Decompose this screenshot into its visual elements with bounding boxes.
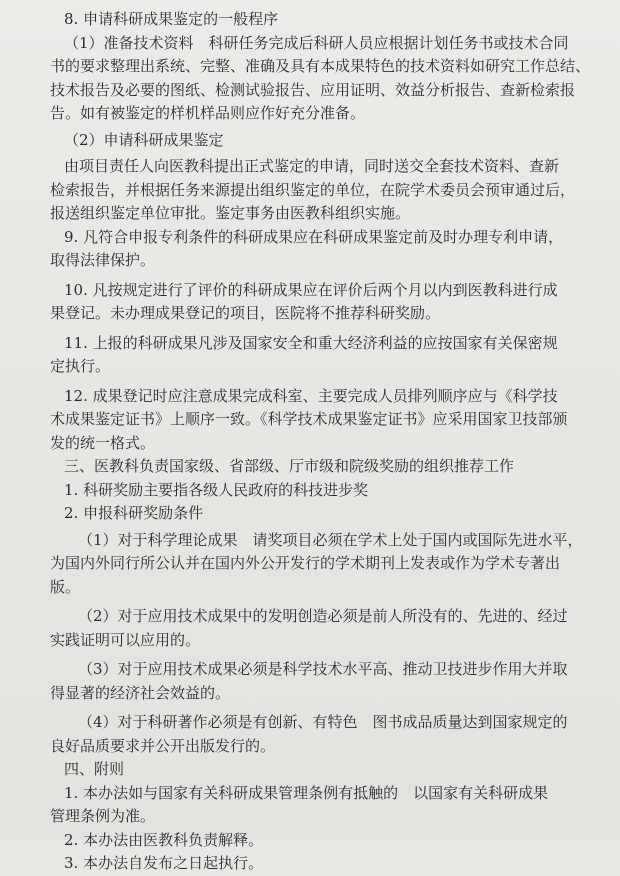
document-line: 由项目责任人向医教科提出正式鉴定的申请，同时送交全套技术资料、查新 — [64, 157, 560, 175]
document-line: 1. 科研奖励主要指各级人民政府的科技进步奖 — [64, 480, 369, 499]
document-line: 告。如有被鉴定的样机样品则应作好充分准备。 — [50, 104, 366, 122]
document-line: 书的要求整理出系统、完整、准确及具有本成果特色的技术资料如研究工作总结、 — [50, 57, 591, 75]
document-body — [50, 8, 590, 876]
document-line: 三、医教科负责国家级、省部级、厅市级和院级奖励的组织推荐工作 — [64, 457, 515, 475]
document-line: 为国内外同行所公认并在国内外公开发行的学术期刊上发表或作为学术专著出 — [50, 554, 561, 572]
document-line: （3）对于应用技术成果必须是科学技术水平高、推动卫技进步作用大并取 — [78, 660, 568, 678]
document-line: 12. 成果登记时应注意成果完成科室、主要完成人员排列顺序应与《科学技 — [64, 386, 558, 405]
document-line: 果登记。未办理成果登记的项目，医院将不推荐科研奖励。 — [50, 304, 441, 322]
document-line: 定执行。 — [50, 357, 111, 375]
document-line: 术成果鉴定证书》上顺序一致。《科学技术成果鉴定证书》应采用国家卫技部颁 — [50, 410, 568, 428]
document-line: 得显著的经济社会效益的。 — [50, 683, 231, 702]
document-line: 1. 本办法如与国家有关科研成果管理条例有抵触的 以国家有关科研成果 — [64, 783, 549, 802]
document-line: 良好品质要求并公开出版发行的。 — [50, 736, 276, 755]
document-line: 实践证明可以应用的。 — [50, 630, 201, 649]
document-line: 技术报告及必要的图纸、检测试验报告、应用证明、效益分析报告、查新检索报 — [50, 80, 576, 99]
document-line: 3. 本办法自发布之日起执行。 — [64, 854, 264, 872]
document-line: 2. 本办法由医教科负责解释。 — [64, 830, 264, 849]
document-line: 取得法律保护。 — [50, 251, 156, 269]
document-line: （2）对于应用技术成果中的发明创造必须是前人所没有的、先进的、经过 — [78, 607, 568, 625]
document-line: 发的统一格式。 — [50, 433, 156, 452]
document-line: 报送组织鉴定单位审批。鉴定事务由医教科组织实施。 — [50, 204, 411, 222]
document-line: 8. 申请科研成果鉴定的一般程序 — [64, 10, 279, 28]
document-line: 管理条例为准。 — [50, 807, 156, 825]
document-line: （1）对于科学理论成果 请奖项目必须在学术上处于国内或国际先进水平， — [78, 530, 583, 549]
document-line: （1）准备技术资料 科研任务完成后科研人员应根据计划任务书或技术合同 — [64, 33, 569, 52]
document-line: 检索报告，并根据任务来源提出组织鉴定的单位，在院学术委员会预审通过后， — [50, 180, 576, 199]
document-line: （4）对于科研著作必须是有创新、有特色 图书成品质量达到国家规定的 — [78, 713, 568, 731]
document-line: 四、附则 — [64, 760, 125, 778]
document-line: 9. 凡符合申报专利条件的科研成果应在科研成果鉴定前及时办理专利申请， — [64, 227, 564, 246]
document-line: 2. 申报科研奖励条件 — [64, 504, 204, 522]
document-line: 版。 — [50, 577, 81, 596]
document-line: （2）申请科研成果鉴定 — [64, 130, 224, 149]
document-line: 11. 上报的科研成果凡涉及国家安全和重大经济利益的应按国家有关保密规 — [64, 333, 558, 352]
document-line: 10. 凡按规定进行了评价的科研成果应在评价后两个月以内到医教科进行成 — [64, 280, 558, 299]
